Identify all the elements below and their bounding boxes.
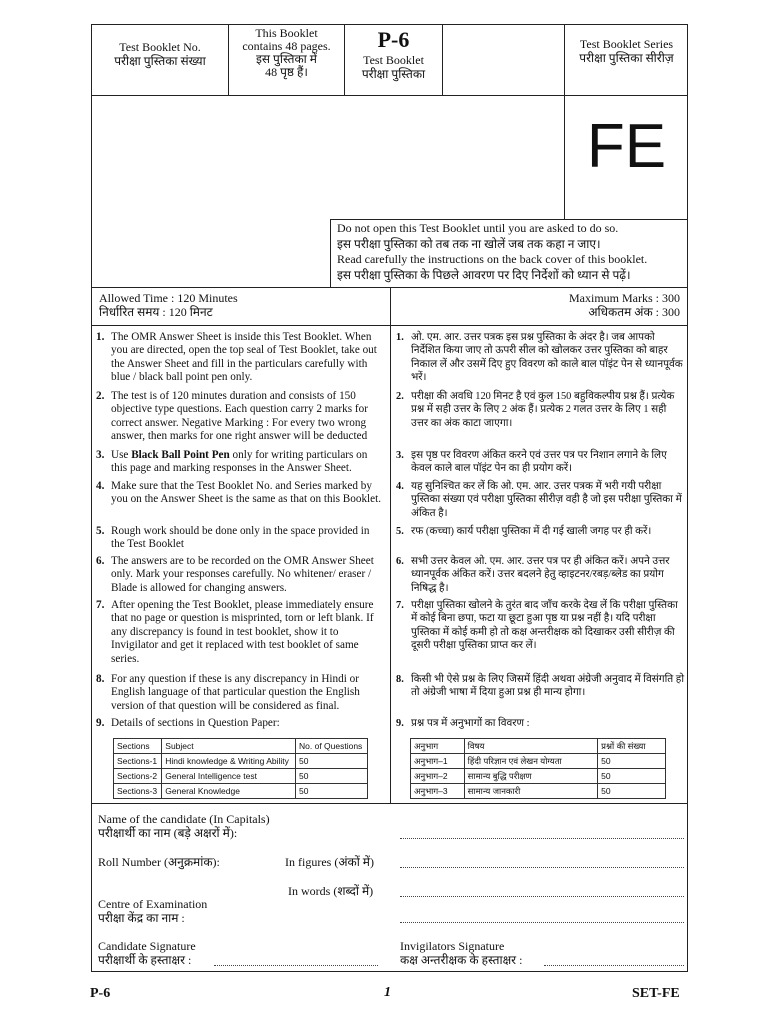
booklet-label-hindi: परीक्षा पुस्तिका [361, 67, 426, 81]
allowed-time-en: Allowed Time : 120 Minutes [99, 291, 238, 305]
list-item: 6. सभी उत्तर केवल ओ. एम. आर. उत्तर पत्र पर ही अंकित करें। अपने उत्तर ध्यानपूर्वक अंकित करें। उत्तर बदलने हेतु व्हाइटनर/रबड़/ब्लेड का प्रयोग निषिद्ध है। [396, 556, 670, 594]
table-cell: General Knowledge [162, 784, 296, 799]
notice-line: इस परीक्षा पुस्तिका के पिछले आवरण पर दिए निर्देशों को ध्यान से पढ़ें। [337, 267, 631, 282]
sections-table-english [113, 738, 368, 799]
pages-text: contains 48 pages. [242, 39, 331, 53]
notice-line: इस परीक्षा पुस्तिका को तब तक ना खोलें जब तक कहा न जाए। [337, 236, 601, 251]
candidate-name-field[interactable] [400, 828, 684, 839]
series-label: Test Booklet Series [579, 37, 674, 51]
list-item: 5. Rough work should be done only in the space provided in the Test Booklet [96, 525, 370, 551]
divider [330, 219, 688, 220]
invigilator-signature-label [400, 939, 522, 967]
roll-figures-label: In figures (अंकों में) [285, 855, 374, 869]
table-row [411, 784, 666, 799]
divider [91, 95, 688, 96]
table-header: प्रश्नों की संख्या [598, 739, 666, 754]
list-item: 5. रफ (कच्चा) कार्य परीक्षा पुस्तिका में दी गई खाली जगह पर ही करें। [396, 526, 652, 537]
table-header: Sections [114, 739, 162, 754]
table-row [114, 784, 368, 799]
candidate-signature-hi: परीक्षार्थी के हस्ताक्षर : [98, 953, 192, 967]
booklet-code: P-6 [377, 27, 410, 52]
list-item: 2. The test is of 120 minutes duration and consists of 150 objective type questions. Each question carry 2 marks for correct answer. Negative Marking : For every two wrong answer, then marks for one right answer will be deducted [96, 390, 368, 443]
list-item: 9. Details of sections in Question Paper: [96, 717, 280, 729]
list-item: 1. ओ. एम. आर. उत्तर पत्रक इस प्रश्न पुस्तिका के अंदर है। जब आपको निर्देशित किया जाए तो ऊपरी सील को खोलकर उत्तर पुस्तिका को बाहर निकाल लें और उसमें दिए हुए विवरण को काले बाल पॉइंट पेन से ध्यानपूर्वक भरें। [396, 332, 683, 384]
notice-line: Do not open this Test Booklet until you are asked to do so. [337, 221, 619, 235]
page-number: 1 [384, 985, 391, 1000]
divider [91, 803, 688, 804]
table-cell: 50 [598, 754, 666, 769]
table-cell: 50 [598, 769, 666, 784]
table-header: Subject [162, 739, 296, 754]
list-item: 9. प्रश्न पत्र में अनुभागों का विवरण : [396, 718, 530, 729]
roll-words-label: In words (शब्दों में) [288, 884, 374, 898]
list-item: 4. Make sure that the Test Booklet No. and Series marked by you on the Answer Sheet is the same as that on this Booklet. [96, 480, 382, 506]
max-marks-hi: अधिकतम अंक : 300 [588, 305, 680, 319]
list-item: 2. परीक्षा की अवधि 120 मिनट है एवं कुल 150 बहुविकल्पीय प्रश्न हैं। प्रत्येक प्रश्न में सही उत्तर के लिए 2 अंक हैं। प्रत्येक 2 गलत उत्तर के लिए 1 सही उत्तर का अंक काटा जाएगा। [396, 391, 675, 429]
list-item: 6. The answers are to be recorded on the OMR Answer Sheet only. Mark your responses carefully. No whitener/ eraser / Blade is allowed for changing answers. [96, 555, 374, 594]
centre-label-hi: परीक्षा केंद्र का नाम : [98, 911, 185, 925]
table-cell: Hindi knowledge & Writing Ability [162, 754, 296, 769]
table-header: अनुभाग [411, 739, 465, 754]
table-cell: 50 [296, 784, 368, 799]
booklet-no-cell [92, 40, 228, 68]
booklet-code-cell [345, 27, 442, 81]
table-header: No. of Questions [296, 739, 368, 754]
list-item: 8. For any question if these is any discrepancy in Hindi or English language of that particular question the English version of that question will be considered as final. [96, 673, 360, 712]
table-row [114, 739, 368, 754]
pages-text: 48 पृष्ठ हैं। [265, 65, 308, 79]
pages-text: This Booklet [255, 26, 318, 40]
booklet-label: Test Booklet [363, 53, 424, 67]
pages-cell [229, 27, 344, 79]
table-row [411, 739, 666, 754]
list-item: 3. इस पृष्ठ पर विवरण अंकित करने एवं उत्तर पत्र पर निशान लगाने के लिए केवल काले बाल पॉइंट पेन का ही प्रयोग करें। [396, 450, 667, 475]
instructions-english [96, 331, 384, 736]
table-cell: General Intelligence test [162, 769, 296, 784]
series-code: FE [586, 112, 667, 181]
candidate-name-hi: परीक्षार्थी का नाम (बड़े अक्षरों में): [98, 826, 238, 840]
table-row [411, 754, 666, 769]
max-marks [569, 291, 680, 319]
table-cell: अनुभाग–2 [411, 769, 465, 784]
divider [390, 287, 391, 803]
table-row [114, 754, 368, 769]
invigilator-signature-en: Invigilators Signature [400, 939, 505, 953]
allowed-time [99, 291, 238, 319]
table-row [411, 769, 666, 784]
table-cell: सामान्य बुद्धि परीक्षण [464, 769, 598, 784]
table-header: विषय [464, 739, 598, 754]
candidate-signature-en: Candidate Signature [98, 939, 196, 953]
instructions-hindi [396, 331, 684, 736]
list-item: 7. परीक्षा पुस्तिका खोलने के तुरंत बाद जाँच करके देख लें कि परीक्षा पुस्तिका में कोई बिना छपा, फटा या छूटा हुआ पृष्ठ या प्रश्न नहीं है। यदि परीक्षा पुस्तिका में कोई कमी हो तो कक्ष अन्तरीक्षक को दिखाकर उसी सीरीज़ की दूसरी परीक्षा पुस्तिका प्राप्त कर लें। [396, 600, 678, 652]
centre-label [98, 897, 207, 925]
table-cell: Sections-2 [114, 769, 162, 784]
list-item: 4. यह सुनिश्चित कर लें कि ओ. एम. आर. उत्तर पत्रक में भरी गयी परीक्षा पुस्तिका संख्या एवं परीक्षा पुस्तिका सीरीज़ वही है जो इस परीक्षा पुस्तिका में अंकित है। [396, 481, 682, 519]
table-cell: 50 [296, 754, 368, 769]
booklet-no-label: Test Booklet No. [119, 40, 201, 54]
invigilator-signature-hi: कक्ष अन्तरीक्षक के हस्ताक्षर : [400, 953, 523, 967]
invigilator-signature-field[interactable] [544, 955, 684, 966]
candidate-signature-label [98, 939, 196, 967]
table-cell: हिंदी परिज्ञान एवं लेखन योग्यता [464, 754, 598, 769]
footer-set: SET-FE [632, 986, 680, 1001]
table-cell: अनुभाग–3 [411, 784, 465, 799]
table-cell: अनुभाग–1 [411, 754, 465, 769]
roll-number-label: Roll Number (अनुक्रमांक): [98, 855, 220, 869]
list-item: 3. Use Black Ball Point Pen only for writing particulars on this page and marking responses in the Answer Sheet. [96, 449, 368, 475]
list-item: 7. After opening the Test Booklet, please immediately ensure that no page or question is misprinted, torn or left blank. If any discrepancy is found in test booklet, show it to Invigilator and get it replaced with test booklet of same series. [96, 599, 374, 665]
max-marks-en: Maximum Marks : 300 [569, 291, 680, 305]
candidate-name-label [98, 812, 270, 840]
series-label-hindi: परीक्षा पुस्तिका सीरीज़ [579, 51, 674, 65]
pages-text: इस पुस्तिका में [256, 52, 317, 66]
booklet-no-label-hindi: परीक्षा पुस्तिका संख्या [114, 54, 206, 68]
table-cell: सामान्य जानकारी [464, 784, 598, 799]
table-cell: Sections-1 [114, 754, 162, 769]
notice-box [337, 221, 687, 283]
roll-words-field[interactable] [400, 886, 684, 897]
roll-figures-field[interactable] [400, 857, 684, 868]
sections-table-hindi [410, 738, 666, 799]
centre-label-en: Centre of Examination [98, 897, 208, 911]
allowed-time-hi: निर्धारित समय : 120 मिनट [99, 305, 213, 319]
candidate-name-en: Name of the candidate (In Capitals) [98, 812, 270, 826]
divider [330, 219, 331, 287]
table-row [114, 769, 368, 784]
notice-line: Read carefully the instructions on the back cover of this booklet. [337, 252, 648, 266]
table-cell: 50 [598, 784, 666, 799]
list-item: 1. The OMR Answer Sheet is inside this Test Booklet. When you are directed, open the top seal of Test Booklet, take out the Answer Sheet and fill in the particulars carefully with blue / black ball point pen only. [96, 331, 377, 384]
table-cell: 50 [296, 769, 368, 784]
divider [442, 24, 443, 95]
candidate-signature-field[interactable] [214, 955, 378, 966]
table-cell: Sections-3 [114, 784, 162, 799]
footer-code: P-6 [90, 986, 111, 1001]
centre-field[interactable] [400, 912, 684, 923]
series-cell [565, 37, 688, 65]
list-item: 8. किसी भी ऐसे प्रश्न के लिए जिसमें हिंदी अथवा अंग्रेजी अनुवाद में विसंगति हो तो अंग्रेजी भाषा में दिया हुआ प्रश्न ही मान्य होगा। [396, 674, 685, 699]
